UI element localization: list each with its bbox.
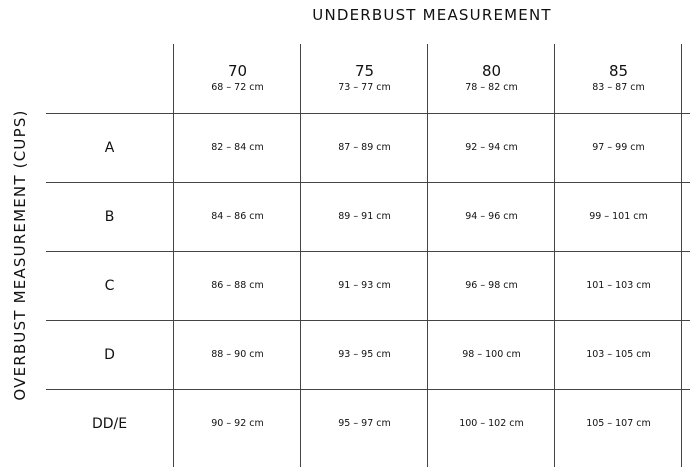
cup-label: B	[104, 208, 115, 225]
overbust-range-cell: 99 – 101 cm	[589, 211, 648, 222]
underbust-range: 68 – 72 cm	[211, 82, 264, 93]
overbust-range-cell: 87 – 89 cm	[338, 142, 391, 153]
underbust-range: 83 – 87 cm	[592, 82, 645, 93]
underbust-size: 85	[608, 62, 629, 80]
column-header	[174, 44, 301, 113]
overbust-range-cell: 82 – 84 cm	[211, 142, 264, 153]
overbust-range-cell: 101 – 103 cm	[586, 280, 651, 291]
overbust-range-cell: 94 – 96 cm	[465, 211, 518, 222]
overbust-range-cell: 103 – 105 cm	[586, 349, 651, 360]
overbust-range-cell: 95 – 97 cm	[338, 418, 391, 429]
overbust-range-cell: 98 – 100 cm	[462, 349, 521, 360]
overbust-title: OVERBUST MEASUREMENT (CUPS)	[11, 109, 29, 401]
overbust-range-cell: 97 – 99 cm	[592, 142, 645, 153]
overbust-range-cell: 92 – 94 cm	[465, 142, 518, 153]
overbust-range-cell: 84 – 86 cm	[211, 211, 264, 222]
overbust-range-cell: 93 – 95 cm	[338, 349, 391, 360]
underbust-size: 75	[354, 62, 375, 80]
underbust-range: 73 – 77 cm	[338, 82, 391, 93]
overbust-range-cell: 96 – 98 cm	[465, 280, 518, 291]
overbust-range-cell: 100 – 102 cm	[459, 418, 524, 429]
column-header	[555, 44, 682, 113]
cup-label: C	[104, 277, 115, 294]
overbust-range-cell: 91 – 93 cm	[338, 280, 391, 291]
column-header	[301, 44, 428, 113]
underbust-size: 70	[227, 62, 248, 80]
column-header	[428, 44, 555, 113]
overbust-title-wrap	[0, 44, 40, 467]
overbust-range-cell: 88 – 90 cm	[211, 349, 264, 360]
overbust-range-cell: 90 – 92 cm	[211, 418, 264, 429]
underbust-title: UNDERBUST MEASUREMENT	[312, 6, 552, 24]
overbust-range-cell: 89 – 91 cm	[338, 211, 391, 222]
cup-label: D	[104, 346, 115, 363]
overbust-range-cell: 105 – 107 cm	[586, 418, 651, 429]
overbust-range-cell: 86 – 88 cm	[211, 280, 264, 291]
underbust-size: 80	[481, 62, 502, 80]
cup-label: A	[104, 139, 115, 156]
underbust-range: 78 – 82 cm	[465, 82, 518, 93]
cup-label: DD/E	[91, 415, 128, 432]
